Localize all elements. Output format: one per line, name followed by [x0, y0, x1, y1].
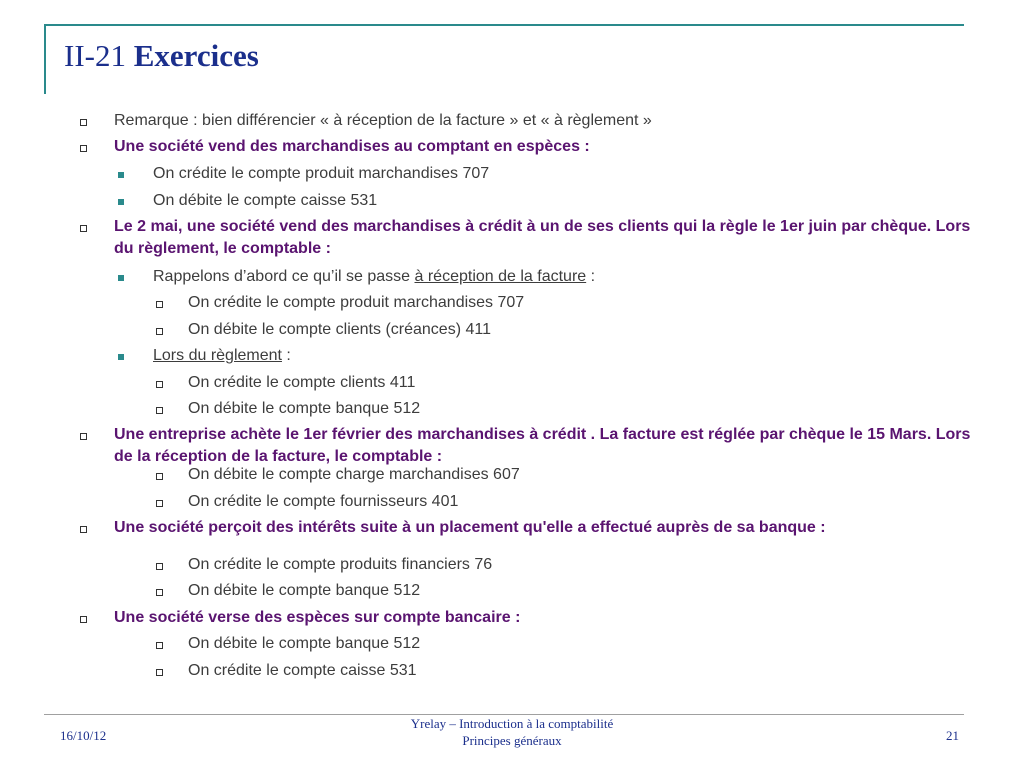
list-item: [188, 292, 990, 314]
slide-title: [64, 38, 259, 74]
hollow-square-bullet-icon: [80, 145, 87, 152]
hollow-square-bullet-icon: [80, 433, 87, 440]
square-bullet-icon: [118, 354, 124, 360]
hollow-square-bullet-icon: [156, 301, 163, 308]
list-item: [114, 424, 990, 468]
item-text: Une société perçoit des intérêts suite à un placement qu'elle a effectué auprès de sa banque :: [114, 519, 826, 536]
list-item: [114, 136, 990, 158]
list-item: [188, 491, 990, 513]
item-text: On débite le compte banque 512: [188, 635, 421, 652]
page-number: 21: [946, 728, 959, 743]
list-item: [153, 266, 990, 288]
hollow-square-bullet-icon: [80, 119, 87, 126]
list-item: [153, 163, 990, 185]
list-item: [188, 554, 990, 576]
square-bullet-icon: [118, 199, 124, 205]
item-text: Une société vend des marchandises au comptant en espèces :: [114, 138, 590, 155]
hollow-square-bullet-icon: [156, 407, 163, 414]
hollow-square-bullet-icon: [80, 616, 87, 623]
list-item: [153, 190, 990, 212]
square-bullet-icon: [118, 172, 124, 178]
list-item: [188, 372, 990, 394]
item-text: On crédite le compte clients 411: [188, 374, 416, 391]
list-item: [114, 110, 990, 132]
hollow-square-bullet-icon: [80, 526, 87, 533]
underlined-text: Lors du règlement: [153, 347, 282, 364]
hollow-square-bullet-icon: [156, 669, 163, 676]
item-text: On débite le compte charge marchandises 607: [188, 466, 520, 483]
item-text: Une entreprise achète le 1er février des marchandises à crédit . La facture est réglée par chèque le 15 Mars. Lors de la réception de la facture, le comptable :: [114, 426, 971, 465]
item-text: On débite le compte banque 512: [188, 582, 421, 599]
hollow-square-bullet-icon: [156, 642, 163, 649]
item-text: On débite le compte clients (créances) 411: [188, 321, 491, 338]
list-item: [188, 398, 990, 420]
title-main: Exercices: [133, 38, 259, 73]
hollow-square-bullet-icon: [156, 381, 163, 388]
item-text: :: [586, 268, 596, 285]
list-item: [114, 216, 990, 260]
item-text: On crédite le compte caisse 531: [188, 662, 417, 679]
hollow-square-bullet-icon: [80, 225, 87, 232]
footer-date: 16/10/12: [60, 728, 107, 743]
list-item: [114, 517, 990, 539]
item-text: On débite le compte banque 512: [188, 400, 421, 417]
underlined-text: à réception de la facture: [414, 268, 587, 285]
hollow-square-bullet-icon: [156, 500, 163, 507]
hollow-square-bullet-icon: [156, 328, 163, 335]
item-text: On débite le compte caisse 531: [153, 192, 378, 209]
frame-left-line: [44, 24, 46, 94]
square-bullet-icon: [118, 275, 124, 281]
list-item: [153, 345, 990, 367]
list-item: [188, 633, 990, 655]
hollow-square-bullet-icon: [156, 563, 163, 570]
item-text: Rappelons d’abord ce qu’il se passe: [153, 268, 415, 285]
item-text: On crédite le compte fournisseurs 401: [188, 493, 459, 510]
list-item: [188, 464, 990, 486]
title-prefix: II-21: [64, 38, 126, 73]
item-text: Le 2 mai, une société vend des marchandises à crédit à un de ses clients qui la règle le 1er juin par chèque. Lors du règlement, le comptable :: [114, 218, 971, 257]
item-text: :: [281, 347, 291, 364]
hollow-square-bullet-icon: [156, 589, 163, 596]
footer-subtitle: Principes généraux: [462, 733, 562, 748]
frame-top-line: [44, 24, 964, 26]
item-text: Remarque : bien différencier « à réception de la facture » et « à règlement »: [114, 112, 652, 129]
item-text: Une société verse des espèces sur compte bancaire :: [114, 609, 521, 626]
list-item: [114, 607, 990, 629]
list-item: [188, 319, 990, 341]
item-text: On crédite le compte produit marchandises 707: [188, 294, 525, 311]
footer-course-title: Yrelay – Introduction à la comptabilité: [410, 716, 614, 731]
hollow-square-bullet-icon: [156, 473, 163, 480]
item-text: On crédite le compte produit marchandises 707: [153, 165, 490, 182]
item-text: On crédite le compte produits financiers 76: [188, 556, 493, 573]
list-item: [188, 660, 990, 682]
footer-center: [0, 715, 1024, 749]
list-item: [188, 580, 990, 602]
